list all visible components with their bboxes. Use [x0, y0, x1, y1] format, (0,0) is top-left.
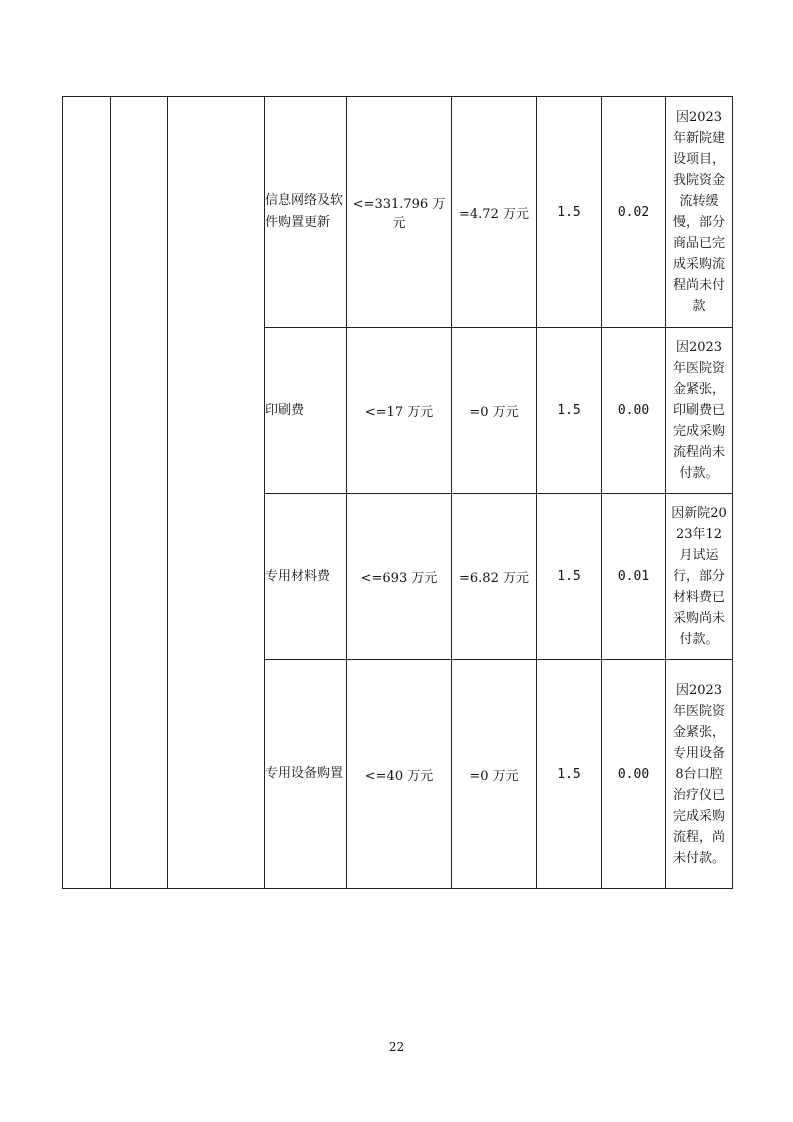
- target-value-cell: <=17 万元: [347, 328, 452, 494]
- table-row: [63, 97, 733, 328]
- item-name-cell: 专用设备购置: [265, 660, 347, 889]
- blank-cell-level1: [63, 97, 111, 889]
- deviation-reason-cell: [666, 97, 733, 328]
- target-value-cell: <=331.796 万元: [347, 97, 452, 328]
- weight-cell: 1.5: [537, 660, 602, 889]
- deviation-reason-text: 因2023年医院资金紧张，印刷费已完成采购流程尚未付款。: [672, 340, 725, 481]
- actual-value-cell: =6.82 万元: [452, 494, 537, 660]
- weight-cell: 1.5: [537, 328, 602, 494]
- score-cell: 0.02: [602, 97, 666, 328]
- blank-cell-level2: [111, 97, 168, 889]
- deviation-reason-text: 因2023年新院建设项目，我院资金流转缓慢，部分商品已完成采购流程尚未付款: [672, 110, 725, 314]
- score-cell: 0.01: [602, 494, 666, 660]
- item-name-cell: 专用材料费: [265, 494, 347, 660]
- weight-cell: 1.5: [537, 494, 602, 660]
- deviation-reason-text: 因新院2023年12月试运行，部分材料费已采购尚未付款。: [671, 506, 727, 647]
- score-cell: 0.00: [602, 660, 666, 889]
- actual-value-cell: =0 万元: [452, 660, 537, 889]
- target-value-cell: <=693 万元: [347, 494, 452, 660]
- deviation-reason-cell: [666, 328, 733, 494]
- score-cell: 0.00: [602, 328, 666, 494]
- performance-table: [62, 96, 733, 889]
- deviation-reason-cell: [666, 660, 733, 889]
- deviation-reason-text: 因2023年医院资金紧张，专用设备8台口腔治疗仪已完成采购流程，尚未付款。: [672, 682, 725, 866]
- actual-value-cell: =0 万元: [452, 328, 537, 494]
- deviation-reason-cell: [666, 494, 733, 660]
- item-name-cell: 印刷费: [265, 328, 347, 494]
- item-name-cell: 信息网络及软件购置更新: [265, 97, 347, 328]
- actual-value-cell: =4.72 万元: [452, 97, 537, 328]
- blank-cell-level3: [168, 97, 265, 889]
- page-number: 22: [388, 1040, 405, 1054]
- weight-cell: 1.5: [537, 97, 602, 328]
- target-value-cell: <=40 万元: [347, 660, 452, 889]
